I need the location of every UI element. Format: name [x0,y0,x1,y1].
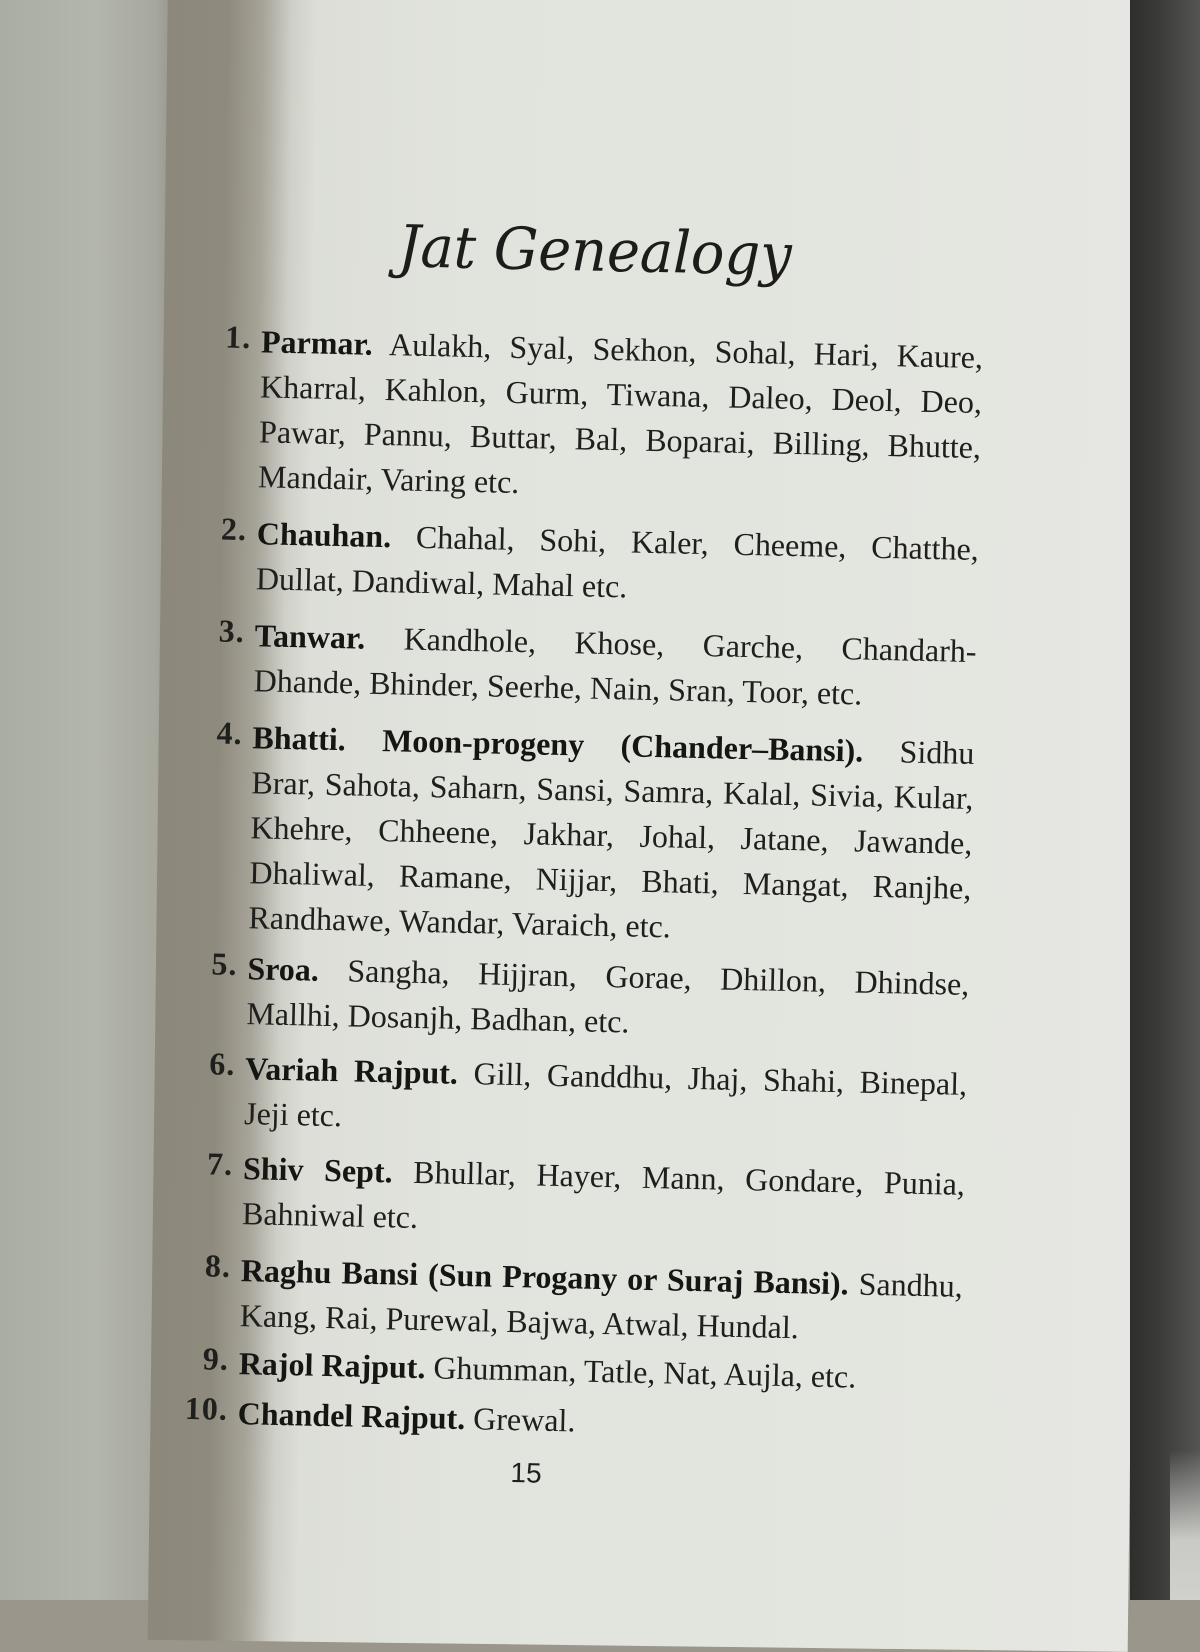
item-line: Randhawe, Wandar, Varaich, etc. [248,899,672,945]
item-number: 2. [220,510,248,548]
item-heading: Tanwar. [254,617,366,656]
item-number: 9. [202,1340,230,1377]
item-heading: Shiv Sept. [242,1150,393,1190]
list-item [224,318,984,515]
item-heading: Parmar. [260,323,374,362]
item-heading: Raghu Bansi (Sun Progany or Suraj Bansi). [240,1252,850,1302]
list-item [218,612,977,719]
item-line: Khehre, Chheene, Jakhar, Johal, Jatane, Jawande, [250,809,973,861]
item-number: 7. [206,1145,234,1182]
item-number: 4. [216,714,243,752]
item-line: Bahniwal etc. [241,1195,419,1235]
item-line: Mandair, Varing etc. [257,458,520,501]
list-item [204,1247,964,1354]
item-line: Kang, Rai, Purewal, Bajwa, Atwal, Hundal. [239,1297,800,1346]
item-text: Sangha, Hijjran, Gorae, Dhillon, Dhindse, [318,951,970,1002]
list-item [220,510,980,617]
item-number: 3. [218,612,246,650]
item-heading: Bhatti. Moon-progeny (Chander–Bansi). [252,719,864,769]
item-heading: Variah Rajput. [244,1050,459,1091]
item-line: Mallhi, Dosanjh, Badhan, etc. [246,995,630,1040]
item-line [237,1391,960,1452]
item-text: Chahal, Sohi, Kaler, Cheeme, Chatthe, [390,518,980,568]
item-line: Dullat, Dandiwal, Mahal etc. [255,560,628,605]
item-line: Dhaliwal, Ramane, Nijjar, Bhati, Mangat, Ranjhe, [249,854,972,906]
item-text: Kandhole, Khose, Garche, Chandarh- [364,619,977,670]
item-text: Bhullar, Hayer, Mann, Gondare, Punia, [392,1153,966,1202]
item-text: Grewal. [464,1400,576,1439]
page-number: 15 [510,1457,542,1489]
list-item [206,1145,966,1252]
page-title: Jat Genealogy [397,212,793,289]
item-text: Sidhu [862,732,975,771]
item-text: Aulakh, Syal, Sekhon, Sohal, Hari, Kaure, [372,325,984,376]
item-number: 8. [204,1247,232,1284]
item-line: Brar, Sahota, Saharn, Sansi, Samra, Kalal, Sivia, Kular, [251,764,974,816]
item-text: Gill, Ganddhu, Jhaj, Shahi, Binepal, [457,1054,968,1102]
list-item [216,714,975,956]
item-heading: Chauhan. [256,515,392,555]
item-heading: Sroa. [247,950,320,988]
item-number: 6. [208,1045,236,1082]
item-heading: Chandel Rajput. [237,1395,466,1437]
item-line: Pawar, Pannu, Buttar, Bal, Boparai, Billing, Bhutte, [258,413,982,466]
item-number: 10. [184,1389,229,1427]
item-line: Kharral, Kahlon, Gurm, Tiwana, Daleo, Deol, Deo, [259,368,983,421]
item-text: Sandhu, [848,1265,964,1304]
item-heading: Rajol Rajput. [238,1345,426,1386]
list-item [184,1389,960,1452]
list-item [208,1045,968,1152]
item-text: Ghumman, Tatle, Nat, Aujla, etc. [425,1349,857,1395]
item-number: 1. [224,318,252,356]
item-line: Jeji etc. [243,1095,343,1134]
item-number: 5. [211,945,238,982]
list-item [211,945,970,1052]
item-line: Dhande, Bhinder, Seerhe, Nain, Sran, Toor, etc. [253,662,863,712]
